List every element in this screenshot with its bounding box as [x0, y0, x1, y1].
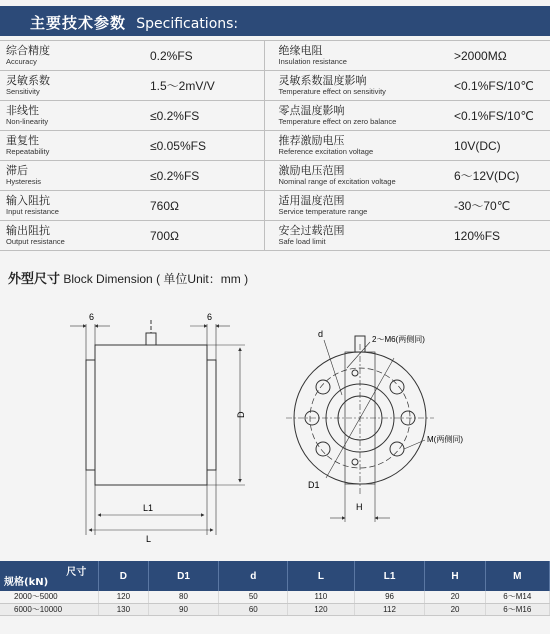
header-d: d — [219, 561, 288, 591]
spec-name-2-zh: 安全过载范围 — [278, 224, 345, 237]
dimension-cell: 80 — [148, 591, 219, 603]
spec-name-2-en: Nominal range of excitation voltage — [278, 177, 396, 186]
spec-name-zh: 非线性 — [6, 104, 39, 117]
dimension-unit: ( 单位Unit：mm ) — [156, 272, 249, 286]
spec-name-2-zh: 绝缘电阻 — [278, 44, 323, 57]
spec-table — [0, 40, 550, 251]
corner-top-label: 尺寸 — [66, 567, 87, 578]
spec-name-2-en: Temperature effect on sensitivity — [278, 87, 386, 96]
spec-name — [0, 71, 124, 101]
label-D: D — [236, 411, 246, 418]
bolt-hole-6 — [390, 442, 404, 456]
spec-value-2: -30～70℃ — [442, 191, 550, 221]
spec-name-2-en: Safe load limit — [278, 237, 326, 246]
spec-name-en: Accuracy — [6, 57, 37, 66]
side-view — [70, 320, 245, 535]
header-m: M — [485, 561, 549, 591]
dimension-cell: 6～M14 — [485, 591, 549, 603]
side-flange-left — [86, 360, 95, 470]
dimension-cell: 110 — [288, 591, 355, 603]
dimension-cell: 120 — [99, 591, 148, 603]
header-h: H — [425, 561, 485, 591]
leader-d — [324, 340, 342, 395]
spec-value-2: 6～12V(DC) — [442, 161, 550, 191]
spec-value: ≤0.05%FS — [124, 131, 264, 161]
dimension-cell: 130 — [99, 603, 148, 615]
label-M: M(两侧同) — [427, 435, 463, 444]
spec-name — [0, 41, 124, 71]
spec-name-zh: 输出阻抗 — [6, 224, 50, 237]
spec-name — [0, 101, 124, 131]
label-d: d — [318, 329, 324, 339]
spec-value: ≤0.2%FS — [124, 101, 264, 131]
spec-row — [0, 71, 550, 101]
m6-hole-bottom — [352, 459, 358, 465]
bolt-hole-1 — [316, 380, 330, 394]
spec-value: 700Ω — [124, 221, 264, 251]
front-view — [286, 336, 434, 522]
spec-value-2: 120%FS — [442, 221, 550, 251]
header-d1: D1 — [148, 561, 219, 591]
leader-m6 — [347, 342, 370, 368]
spec-name-2-zh: 适用温度范围 — [278, 194, 345, 207]
dimension-cell: 6～M16 — [485, 603, 549, 615]
spec-name-2-en: Temperature effect on zero balance — [278, 117, 397, 126]
table-row — [0, 603, 550, 615]
spec-name-2-zh: 激励电压范围 — [278, 164, 345, 177]
spec-value: ≤0.2%FS — [124, 161, 264, 191]
bolt-hole-5 — [316, 442, 330, 456]
dimension-title-zh: 外型尺寸 — [8, 272, 61, 287]
spec-name-zh: 输入阻抗 — [6, 194, 50, 207]
spec-name — [0, 221, 124, 251]
spec-range-cell: 2000～5000 — [0, 591, 99, 603]
spec-name-zh: 综合精度 — [6, 44, 50, 57]
dimension-drawing — [0, 300, 550, 560]
spec-name-zh: 灵敏系数 — [6, 74, 50, 87]
dimension-title — [8, 268, 248, 287]
m6-hole-top — [352, 370, 358, 376]
dimension-cell: 96 — [354, 591, 425, 603]
corner-bottom-label: 规格(kN) — [4, 577, 49, 588]
dimension-cell: 20 — [425, 591, 485, 603]
spec-name-2 — [264, 221, 442, 251]
spec-name-2 — [264, 41, 442, 71]
spec-name-2-zh: 灵敏系数温度影响 — [278, 74, 367, 87]
leader-M — [404, 440, 425, 449]
spec-name-en: Non-linearity — [6, 117, 49, 126]
table-corner-cell — [0, 561, 99, 591]
spec-name-2-en: Insulation resistance — [278, 57, 347, 66]
label-6-right: 6 — [207, 312, 213, 322]
spec-value: 760Ω — [124, 191, 264, 221]
spec-value-2: 10V(DC) — [442, 131, 550, 161]
spec-value-2: <0.1%FS/10℃ — [442, 101, 550, 131]
spec-name-2-en: Reference excitation voltage — [278, 147, 374, 156]
spec-name-2 — [264, 161, 442, 191]
spec-title-en: Specifications: — [136, 16, 239, 32]
header-d: D — [99, 561, 148, 591]
spec-header — [0, 6, 550, 36]
spec-title — [30, 12, 238, 33]
side-flange-right — [207, 360, 216, 470]
spec-name-en: Sensitivity — [6, 87, 40, 96]
spec-name-2-zh: 推荐激励电压 — [278, 134, 345, 147]
spec-value: 1.5～2mV/V — [124, 71, 264, 101]
spec-row — [0, 131, 550, 161]
spec-title-zh: 主要技术参数 — [30, 14, 127, 32]
label-H: H — [356, 502, 363, 512]
spec-name-2 — [264, 101, 442, 131]
dimension-cell: 20 — [425, 603, 485, 615]
dimension-cell: 112 — [354, 603, 425, 615]
bolt-hole-2 — [390, 380, 404, 394]
side-connector — [146, 333, 156, 345]
spec-name-en: Repeatability — [6, 147, 50, 156]
dimension-cell: 60 — [219, 603, 288, 615]
spec-name-2 — [264, 131, 442, 161]
dimension-cell: 90 — [148, 603, 219, 615]
spec-value-2: <0.1%FS/10℃ — [442, 71, 550, 101]
spec-row — [0, 161, 550, 191]
spec-name — [0, 131, 124, 161]
header-l: L — [288, 561, 355, 591]
side-body — [95, 345, 207, 485]
spec-row — [0, 191, 550, 221]
label-6-left: 6 — [89, 312, 95, 322]
dimension-cell: 120 — [288, 603, 355, 615]
spec-range-cell: 6000～10000 — [0, 603, 99, 615]
spec-name-2 — [264, 71, 442, 101]
spec-name-en: Output resistance — [6, 237, 65, 246]
spec-name-2-zh: 零点温度影响 — [278, 104, 345, 117]
label-holes: 2～M6(两侧同) — [372, 335, 425, 344]
dimension-table — [0, 561, 550, 616]
spec-name — [0, 161, 124, 191]
spec-row — [0, 221, 550, 251]
spec-name-2 — [264, 191, 442, 221]
spec-name-en: Input resistance — [6, 207, 59, 216]
spec-name — [0, 191, 124, 221]
spec-name-zh: 重复性 — [6, 134, 39, 147]
spec-row — [0, 101, 550, 131]
spec-value: 0.2%FS — [124, 41, 264, 71]
label-L: L — [146, 534, 152, 544]
table-row — [0, 591, 550, 603]
spec-value-2: >2000MΩ — [442, 41, 550, 71]
spec-name-zh: 滞后 — [6, 164, 28, 177]
spec-row — [0, 41, 550, 71]
spec-name-en: Hysteresis — [6, 177, 42, 186]
spec-name-2-en: Service temperature range — [278, 207, 368, 216]
dimension-title-en: Block Dimension — [63, 272, 153, 286]
dimension-table-header — [0, 561, 550, 591]
label-D1: D1 — [308, 480, 320, 490]
label-L1: L1 — [143, 503, 154, 513]
header-l1: L1 — [354, 561, 425, 591]
dimension-cell: 50 — [219, 591, 288, 603]
